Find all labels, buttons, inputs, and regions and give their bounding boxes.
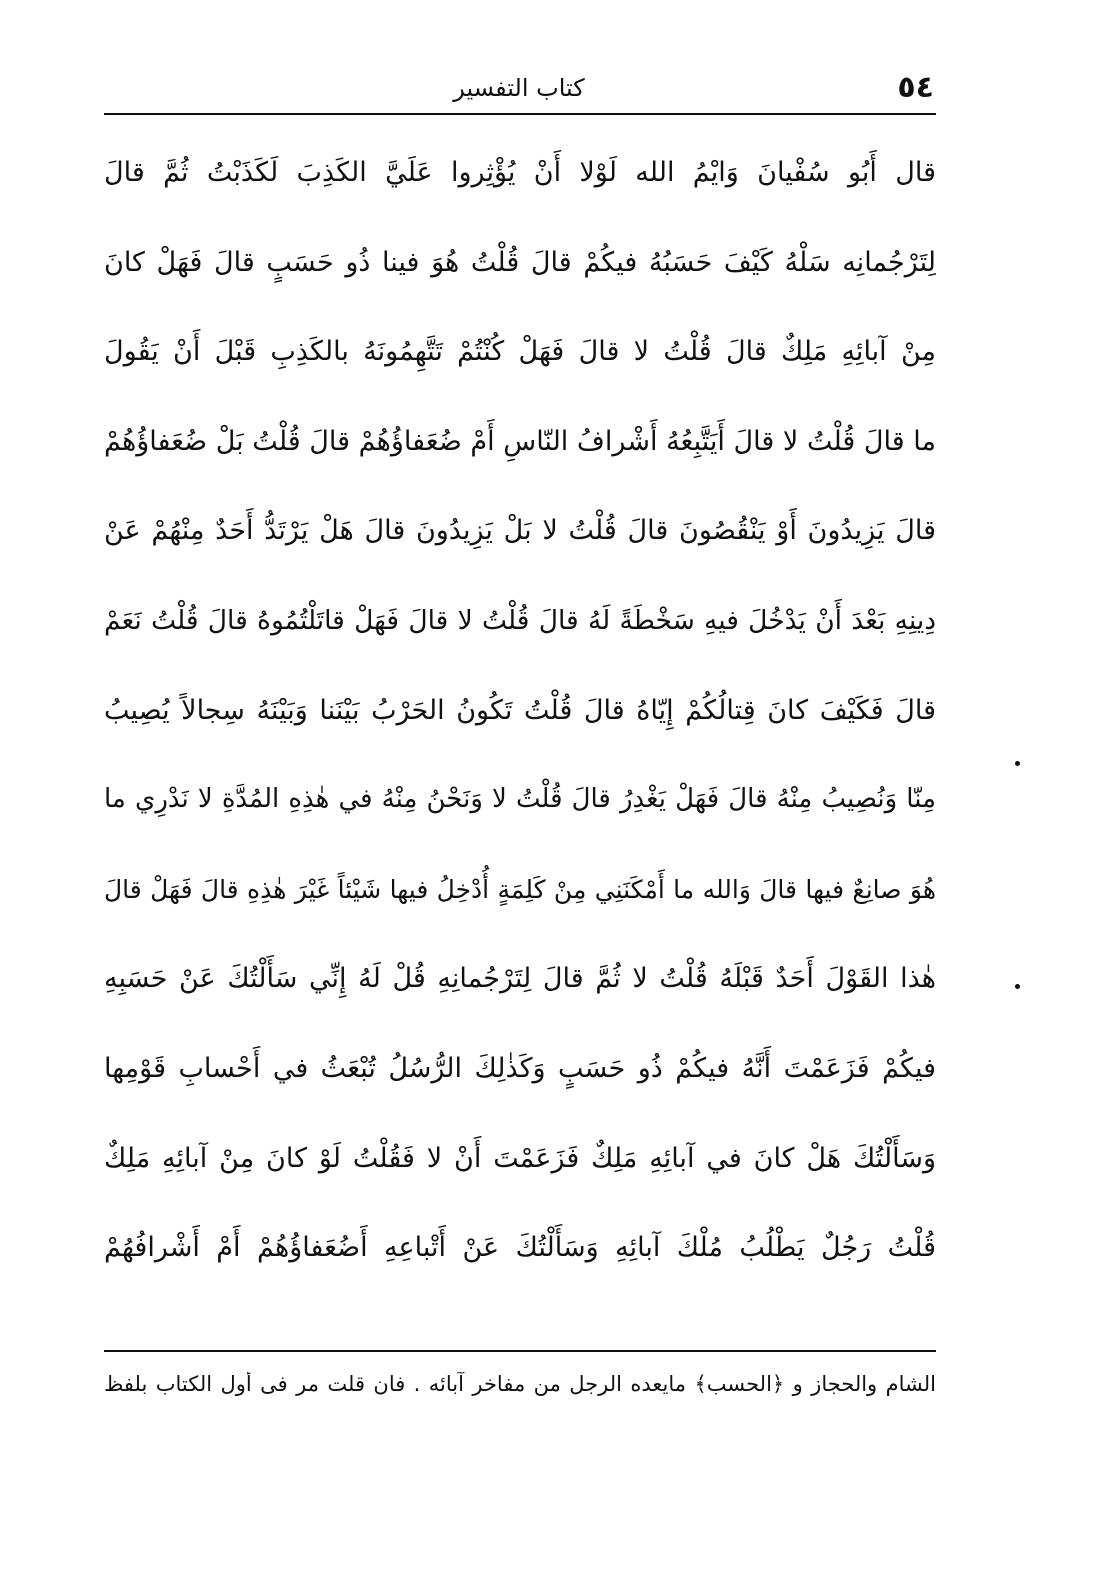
text-line: فيكُمْ فَزَعَمْتَ أَنَّهُ فيكُمْ ذُو حَسَبٍ وَكَذٰلِكَ الرُّسُلُ تُبْعَثُ في أَحْسابِ قَوْمِها	[104, 1052, 936, 1084]
text-line: قال أَبُو سُفْيانَ وَايْمُ الله لَوْلا أَنْ يُؤْثِروا عَلَيَّ الكَذِبَ لَكَذَبْتُ ثُمَّ قالَ	[104, 157, 936, 188]
page-number: ٥٤	[897, 70, 934, 105]
body-text	[104, 128, 936, 1293]
text-line: هُوَ صانِعٌ فيها قالَ وَالله ما أَمْكَنَنِي مِنْ كَلِمَةٍ أُدْخِلُ فيها شَيْئاً غَيْرَ هٰذِهِ قالَ فَهَلْ قالَ	[104, 874, 936, 904]
running-title: كتاب التفسير	[453, 74, 585, 102]
text-line: قالَ يَزِيدُونَ أَوْ يَنْقُصُونَ قالَ قُلْتُ لا بَلْ يَزِيدُونَ قالَ هَلْ يَرْتَدُّ أَحَدٌ مِنْهُمْ عَنْ	[104, 515, 936, 547]
text-line: مِنّا وَنُصِيبُ مِنْهُ قالَ فَهَلْ يَغْدِرُ قالَ قُلْتُ لا وَنَحْنُ مِنْهُ في هٰذِهِ المُدَّةِ لا نَدْرِي ما	[104, 784, 936, 815]
header-rule	[104, 113, 936, 115]
margin-dot	[1015, 761, 1020, 766]
text-line: قُلْتُ رَجُلٌ يَطْلُبُ مُلْكَ آبائِهِ وَسَأَلْتُكَ عَنْ أَتْباعِهِ أَضُعَفاؤُهُمْ أَمْ أَشْرافُهُمْ	[104, 1232, 936, 1264]
footnote: الشام والحجاز و ﴿الحسب﴾ مايعده الرجل من مفاخر آبائه . فان قلت مر فى أول الكتاب بلفظ	[104, 1372, 936, 1396]
text-line: دِينِهِ بَعْدَ أَنْ يَدْخُلَ فيهِ سَخْطَةً لَهُ قالَ قُلْتُ لا قالَ فَهَلْ قاتَلْتُمُوهُ قالَ قُلْتُ نَعَمْ	[104, 604, 936, 636]
text-line: قالَ فَكَيْفَ كانَ قِتالُكُمْ إِيّاهُ قالَ قُلْتُ تَكُونُ الحَرْبُ بَيْنَنا وَبَيْنَهُ سِجالاً يُصِيبُ	[104, 694, 936, 726]
text-line: مِنْ آبائِهِ مَلِكٌ قالَ قُلْتُ لا قالَ فَهَلْ كُنْتُمْ تَتَّهِمُونَهُ بالكَذِبِ قَبْلَ أَنْ يَقُولَ	[104, 336, 936, 368]
text-line: ما قالَ قُلْتُ لا قالَ أَيَتَّبِعُهُ أَشْرافُ النّاسِ أَمْ ضُعَفاؤُهُمْ قالَ قُلْتُ بَلْ ضُعَفاؤُهُمْ	[104, 425, 936, 457]
margin-dot	[1015, 984, 1020, 989]
text-line: هٰذا القَوْلَ أَحَدٌ قَبْلَهُ قُلْتُ لا ثُمَّ قالَ لِتَرْجُمانِهِ قُلْ لَهُ إِنِّي سَأَلْتُكَ عَنْ حَسَبِهِ	[104, 963, 936, 995]
footnote-rule	[104, 1350, 936, 1352]
page-header	[104, 70, 934, 110]
text-line: لِتَرْجُمانِه سَلْهُ كَيْفَ حَسَبُهُ فيكُمْ قالَ قُلْتُ هُوَ فينا ذُو حَسَبٍ قالَ فَهَلْ كانَ	[104, 246, 936, 278]
text-line: وَسَأَلْتُكَ هَلْ كانَ في آبائِهِ مَلِكٌ فَزَعَمْتَ أَنْ لا فَقُلْتُ لَوْ كانَ مِنْ آبائِهِ مَلِكٌ	[104, 1142, 936, 1174]
